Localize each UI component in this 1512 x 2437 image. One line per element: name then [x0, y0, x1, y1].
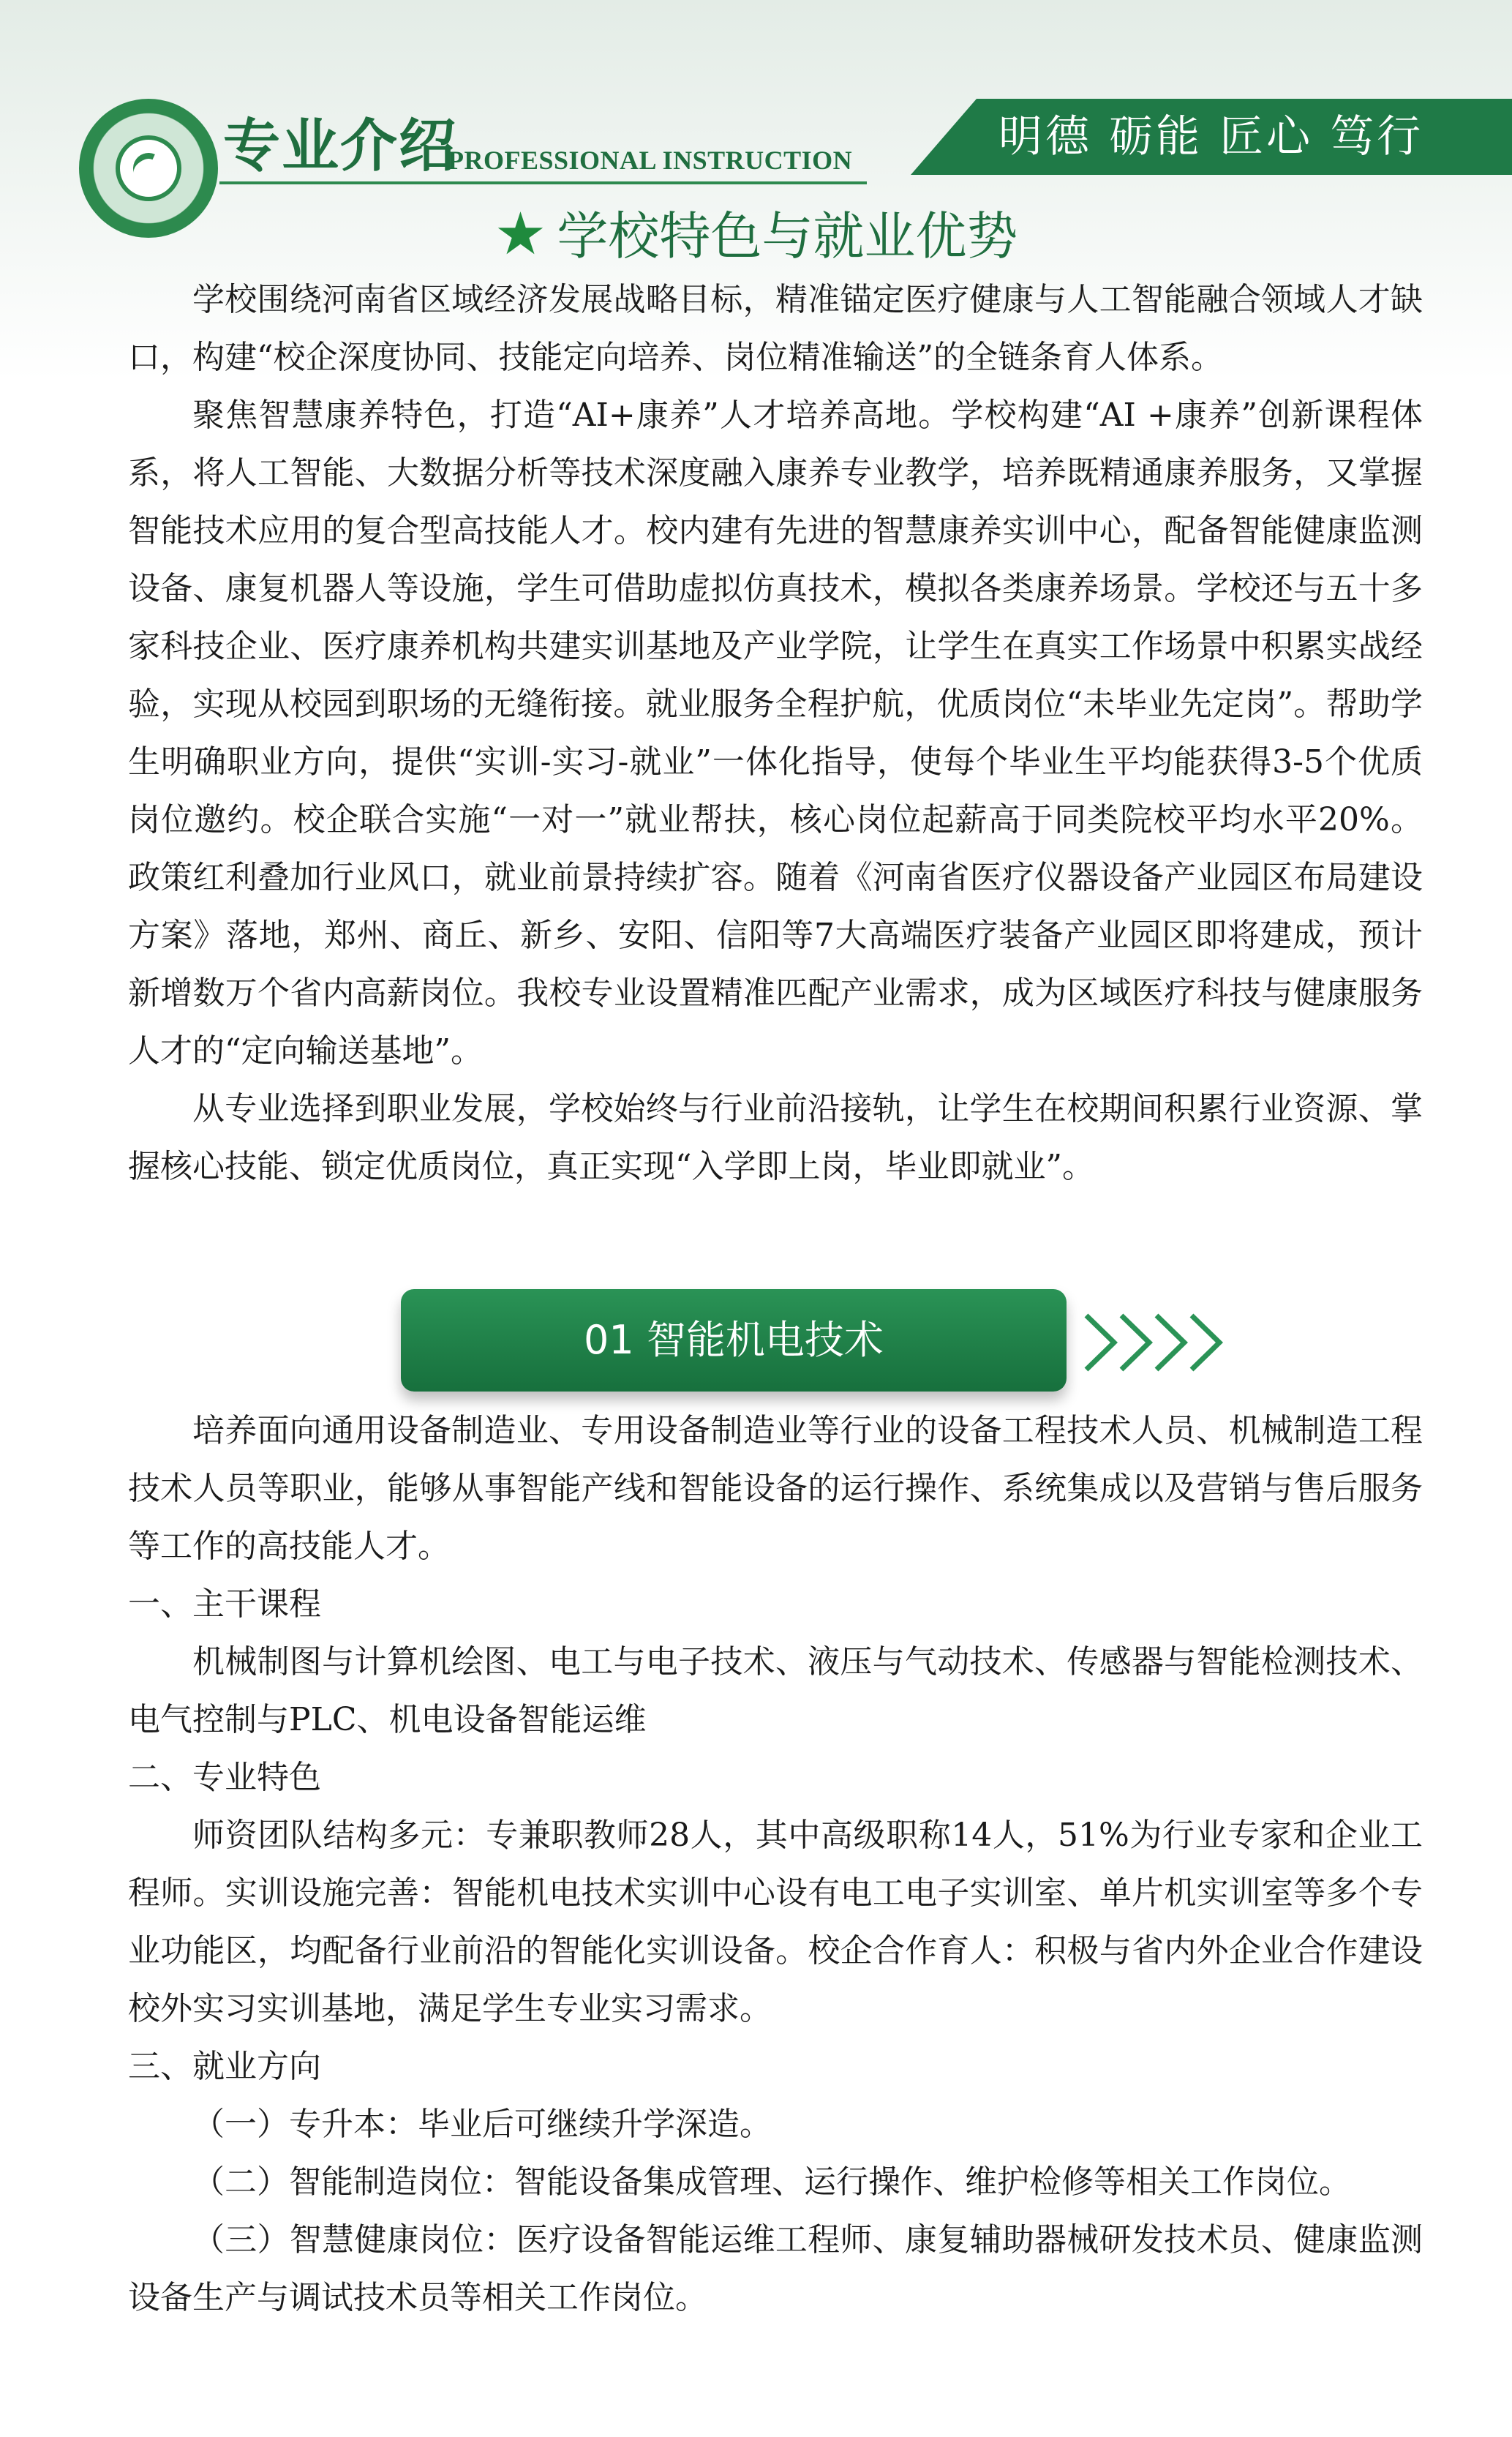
career-item-2: （二）智能制造岗位：智能设备集成管理、运行操作、维护检修等相关工作岗位。 — [192, 2163, 1351, 2201]
section-title: 学校特色与就业优势 — [557, 206, 1018, 266]
career-item-3: （三）智慧健康岗位：医疗设备智能运维工程师、康复辅助器械研发技术员、健康监测设备生产与调试技术员等相关工作岗位。 — [128, 2221, 1423, 2316]
header-title: 专业介绍 — [223, 113, 458, 179]
header-divider — [219, 181, 867, 184]
motto-text: 明德 砺能 匠心 笃行 — [998, 111, 1424, 162]
section-paragraph-2: 聚焦智慧康养特色，打造“AI+康养”人才培养高地。学校构建“AI +康养”创新课程体系，将人工智能、大数据分析等技术深度融入康养专业教学，培养既精通康养服务，又掌握智能技术应用的复合型高技能人才。校内建有先进的智慧康养实训中心，配备智能健康监测设备、康复机器人等设施，学生可借助虚拟仿真技术，模拟各类康养场景。学校还与五十多家科技企业、医疗康养机构共建实训基地及产业学院，让学生在真实工作场景中积累实战经验，实现从校园到职场的无缝衔接。就业服务全程护航，优质岗位“未毕业先定岗”。帮助学生明确职业方向，提供“实训-实习-就业”一体化指导，使每个毕业生平均能获得3-5个优质岗位邀约。校企联合实施“一对一”就业帮扶，核心岗位起薪高于同类院校平均水平20%。政策红利叠加行业风口，就业前景持续扩容。随着《河南省医疗仪器设备产业园区布局建设方案》落地，郑州、商丘、新乡、安阳、信阳等7大高端医疗装备产业园区即将建成，预计新增数万个省内高薪岗位。我校专业设置精准匹配产业需求，成为区域医疗科技与健康服务人才的“定向输送基地”。 — [128, 397, 1423, 1070]
header-subtitle: PROFESSIONAL INSTRUCTION — [448, 146, 853, 175]
section-heading — [0, 194, 1512, 277]
careers-heading: 三、就业方向 — [128, 2048, 321, 2085]
courses-heading: 一、主干课程 — [128, 1585, 321, 1623]
features-heading: 二、专业特色 — [128, 1759, 321, 1796]
section-body — [128, 271, 1423, 1195]
features-text: 师资团队结构多元：专兼职教师28人，其中高级职称14人，51%为行业专家和企业工程师。实训设施完善：智能机电技术实训中心设有电工电子实训室、单片机实训室等多个专业功能区，均配备行业前沿的智能化实训设备。校企合作育人：积极与省内外企业合作建设校外实习实训基地，满足学生专业实习需求。 — [128, 1817, 1423, 2027]
chevron-2 — [1121, 1315, 1149, 1370]
chevron-3 — [1156, 1315, 1184, 1370]
program-title: 01 智能机电技术 — [584, 1317, 884, 1363]
program-body — [128, 1402, 1423, 2327]
chevron-1 — [1086, 1315, 1114, 1370]
section-paragraph-1: 学校围绕河南省区域经济发展战略目标，精准锚定医疗健康与人工智能融合领域人才缺口，构建“校企深度协同、技能定向培养、岗位精准输送”的全链条育人体系。 — [128, 281, 1423, 376]
career-item-1: （一）专升本：毕业后可继续升学深造。 — [192, 2106, 772, 2143]
program-intro: 培养面向通用设备制造业、专用设备制造业等行业的设备工程技术人员、机械制造工程技术人员等职业，能够从事智能产线和智能设备的运行操作、系统集成以及营销与售后服务等工作的高技能人才。 — [128, 1412, 1423, 1565]
emblem-center — [116, 135, 181, 201]
star-icon: ★ — [494, 200, 547, 268]
section-paragraph-3: 从专业选择到职业发展，学校始终与行业前沿接轨，让学生在校期间积累行业资源、掌握核心技能、锁定优质岗位，真正实现“入学即上岗，毕业即就业”。 — [128, 1090, 1423, 1185]
chevron-4 — [1192, 1315, 1219, 1370]
courses-text: 机械制图与计算机绘图、电工与电子技术、液压与气动技术、传感器与智能检测技术、电气控制与PLC、机电设备智能运维 — [128, 1643, 1423, 1738]
chevron-arrows-icon — [1079, 1310, 1240, 1375]
